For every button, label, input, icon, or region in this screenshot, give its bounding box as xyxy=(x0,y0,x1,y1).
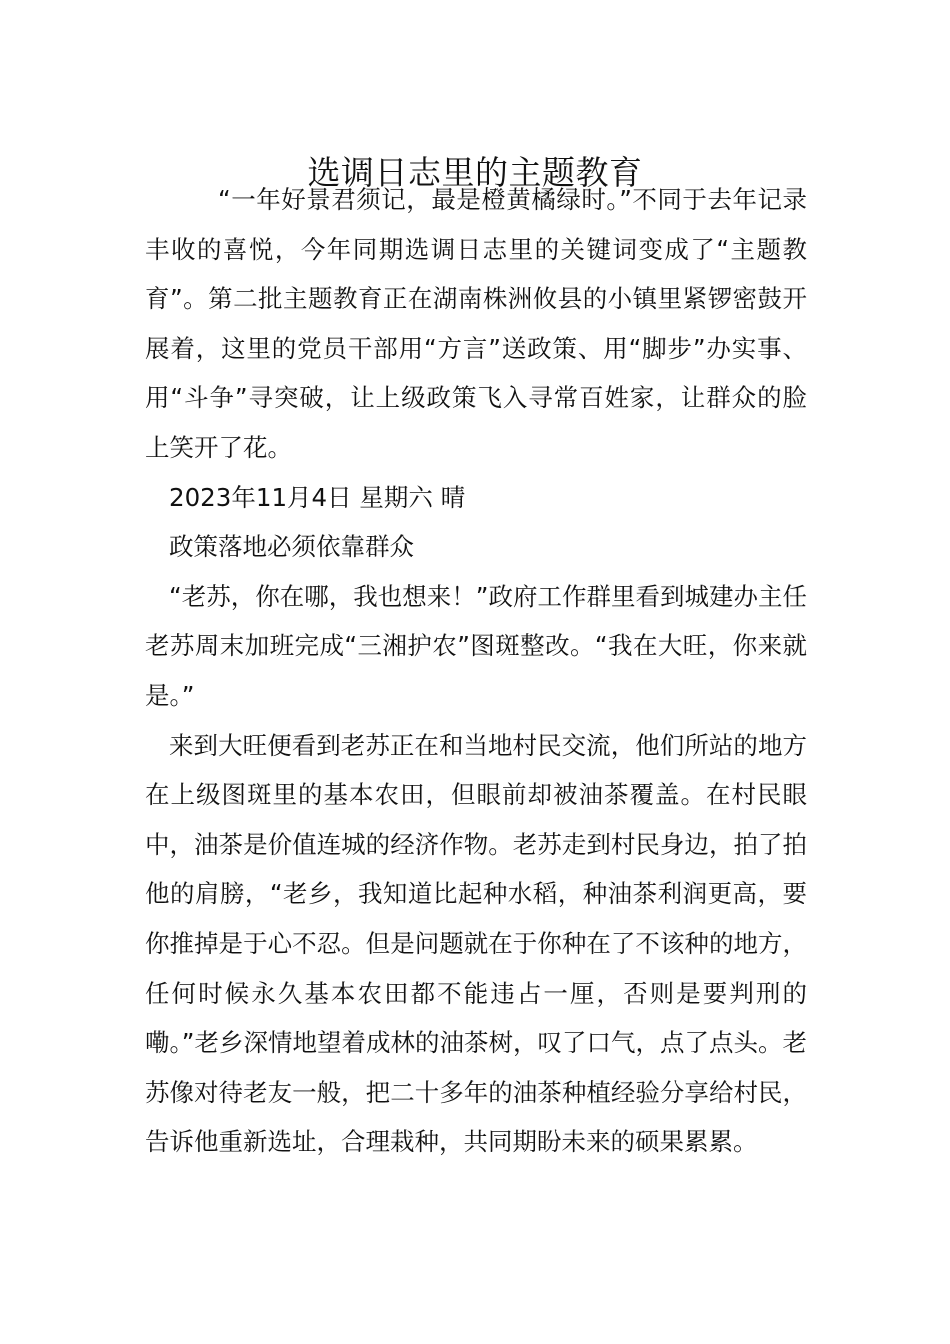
document-body xyxy=(145,175,807,1167)
body-paragraph: 来到大旺便看到老苏正在和当地村民交流，他们所站的地方在上级图斑里的基本农田，但眼前却被油茶覆盖。在村民眼中，油茶是价值连城的经济作物。老苏走到村民身边，拍了拍他的肩膀，“老乡，我知道比起种水稻，种油茶利润更高，要你推掉是于心不忍。但是问题就在于你种在了不该种的地方，任何时候永久基本农田都不能违占一厘，否则是要判刑的嘞。”老乡深情地望着成林的油茶树，叹了口气，点了点头。老苏像对待老友一般，把二十多年的油茶种植经验分享给村民，告诉他重新选址，合理栽种，共同期盼未来的硕果累累。 xyxy=(145,730,807,1157)
intro-paragraph: “一年好景君须记，最是橙黄橘绿时。”不同于去年记录丰收的喜悦，今年同期选调日志里的关键词变成了“主题教育”。第二批主题教育正在湖南株洲攸县的小镇里紧锣密鼓开展着，这里的党员干部用“方言”送政策、用“脚步”办实事、用“斗争”寻突破，让上级政策飞入寻常百姓家，让群众的脸上笑开了花。 xyxy=(145,185,807,462)
document-title: 选调日志里的主题教育 xyxy=(307,153,643,193)
section-heading: 政策落地必须依靠群众 xyxy=(169,532,414,562)
diary-date-line: 2023年11月4日 星期六 晴 xyxy=(169,482,466,512)
body-paragraph: “老苏，你在哪，我也想来！”政府工作群里看到城建办主任老苏周末加班完成“三湘护农”图斑整改。“我在大旺，你来就是。” xyxy=(145,581,807,710)
